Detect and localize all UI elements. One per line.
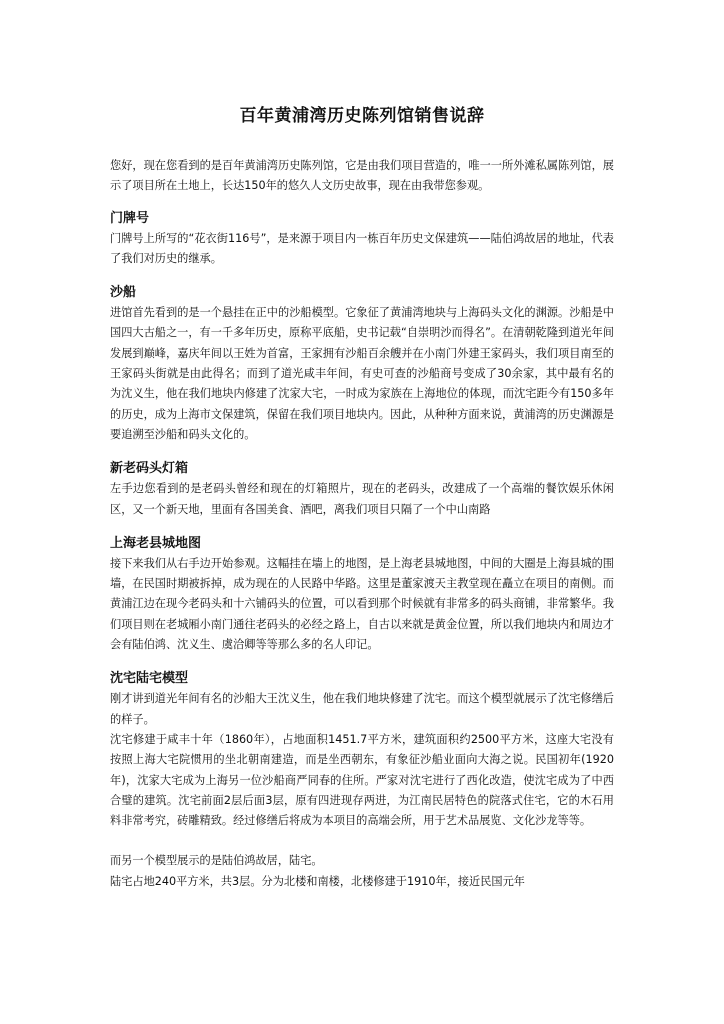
section-paragraph: 沈宅修建于咸丰十年（1860年），占地面积1451.7平方米，建筑面积约2500平方米，这座大宅没有按照上海大宅院惯用的坐北朝南建造，而是坐西朝东，有象征沙船业面向大海之说。民国初年(1920年)，沈家大宅成为上海另一位沙船商严同春的住所。严家对沈宅进行了西化改造，使沈宅成为了中西合璧的建筑。沈宅前面2层后面3层，原有四进现存两进，为江南民居特色的院落式住宅，它的木石用料非常考究，砖雕精致。经过修缮后将成为本项目的高端会所，用于艺术品展览、文化沙龙等等。: [110, 732, 614, 828]
section-old-county-map: [110, 534, 614, 655]
document-title: 百年黄浦湾历史陈列馆销售说辞: [239, 106, 485, 126]
section-door-plate: [110, 209, 614, 270]
section-mansion-models: [110, 669, 614, 892]
section-paragraph: 左手边您看到的是老码头曾经和现在的灯箱照片，现在的老码头，改建成了一个高端的餐饮娱乐休闲区，又一个新天地，里面有各国美食、酒吧，离我们项目只隔了一个中山南路: [110, 482, 614, 516]
section-paragraph: 接下来我们从右手边开始参观。这幅挂在墙上的地图，是上海老县城地图，中间的大圈是上海县城的围墙，在民国时期被拆掉，成为现在的人民路中华路。这里是董家渡天主教堂现在矗立在项目的南侧。而黄浦江边在现今老码头和十六铺码头的位置，可以看到那个时候就有非常多的码头商铺，非常繁华。我们项目则在老城厢小南门通往老码头的必经之路上，自古以来就是黄金位置，所以我们地块内和周边才会有陆伯鸿、沈义生、虞洽卿等等那么多的名人印记。: [110, 556, 614, 652]
section-paragraph: 门牌号上所写的“花衣街116号”，是来源于项目内一栋百年历史文保建筑——陆伯鸿故居的地址，代表了我们对历史的继承。: [110, 231, 614, 265]
section-paragraph: 陆宅占地240平方米，共3层。分为北楼和南楼，北楼修建于1910年，接近民国元年: [110, 874, 525, 888]
section-heading: 上海老县城地图: [110, 535, 202, 551]
paragraph-gap: [110, 831, 614, 851]
section-sand-boat: [110, 283, 614, 445]
section-heading: 新老码头灯箱: [110, 461, 189, 477]
section-heading: 沙船: [110, 285, 137, 301]
section-dock-lightbox: [110, 459, 614, 520]
section-heading: 门牌号: [110, 210, 150, 226]
section-paragraph: 而另一个模型展示的是陆伯鸿故居，陆宅。: [110, 854, 323, 868]
section-heading: 沈宅陆宅模型: [110, 671, 189, 687]
section-paragraph: 刚才讲到道光年间有名的沙船大王沈义生，他在我们地块修建了沈宅。而这个模型就展示了沈宅修缮后的样子。: [110, 692, 614, 726]
intro-paragraph: 您好，现在您看到的是百年黄浦湾历史陈列馆，它是由我们项目营造的，唯一一所外滩私属陈列馆，展示了项目所在土地上，长达150年的悠久人文历史故事，现在由我带您参观。: [110, 159, 614, 193]
section-paragraph: 进馆首先看到的是一个悬挂在正中的沙船模型。它象征了黄浦湾地块与上海码头文化的渊源。沙船是中国四大古船之一，有一千多年历史，原称平底船，史书记载“自崇明沙而得名”。在清朝乾隆到道光年间发展到巅峰，嘉庆年间以王姓为首富，王家拥有沙船百余艘并在小南门外建王家码头，我们项目南至的王家码头街就是由此得名；而到了道光咸丰年间，有史可查的沙船商号变成了30余家，其中最有名的为沈义生，他在我们地块内修建了沈家大宅，一时成为家族在上海地位的体现，而沈宅距今有150多年的历史，成为上海市文保建筑，保留在我们项目地块内。因此，从种种方面来说，黄浦湾的历史渊源是要追溯至沙船和码头文化的。: [110, 306, 614, 441]
